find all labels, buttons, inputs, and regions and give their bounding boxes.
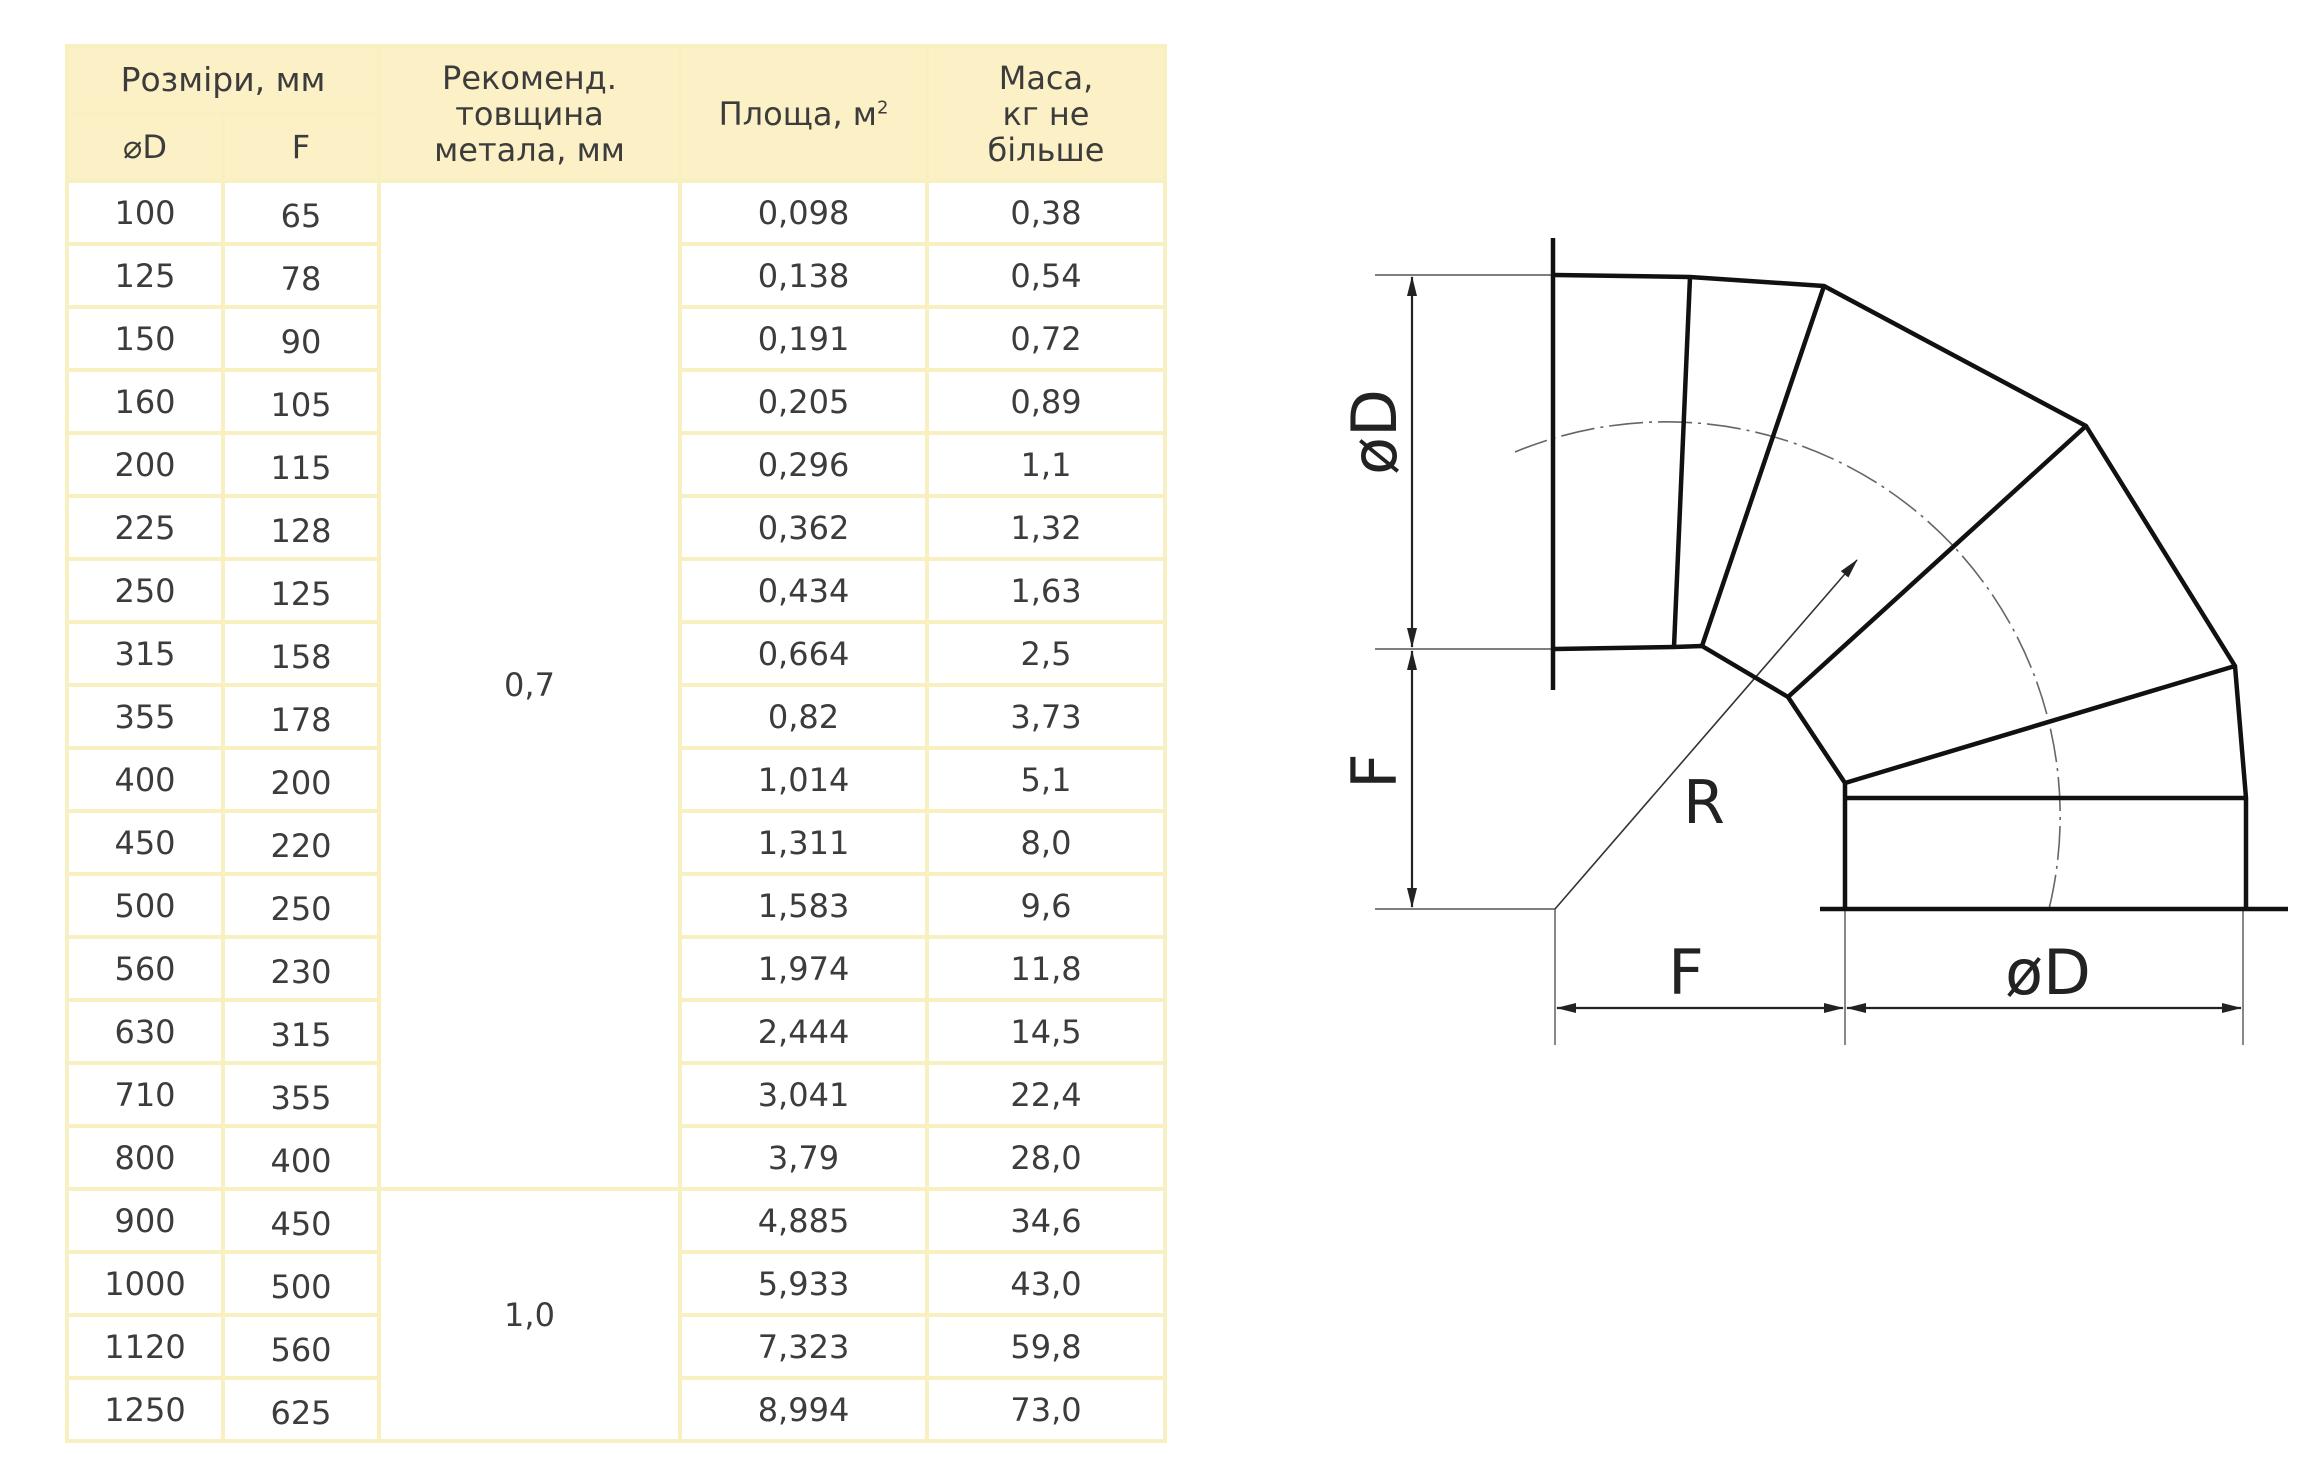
cell-mass: 73,0 bbox=[927, 1378, 1165, 1441]
cell-f: 128 bbox=[223, 496, 379, 559]
header-sizes: Розміри, мм bbox=[67, 46, 379, 113]
cell-diameter: 710 bbox=[67, 1063, 223, 1126]
cell-f: 125 bbox=[223, 559, 379, 622]
cell-area: 0,664 bbox=[680, 622, 927, 685]
cell-f: 500 bbox=[223, 1252, 379, 1315]
cell-area: 5,933 bbox=[680, 1252, 927, 1315]
cell-f: 178 bbox=[223, 685, 379, 748]
cell-area: 2,444 bbox=[680, 1000, 927, 1063]
cell-f: 560 bbox=[223, 1315, 379, 1378]
label-r: R bbox=[1683, 768, 1725, 838]
cell-diameter: 1250 bbox=[67, 1378, 223, 1441]
elbow-drawing bbox=[1300, 200, 2300, 1080]
dimensions-table bbox=[65, 44, 1167, 1443]
table-body bbox=[67, 181, 1165, 1441]
cell-area: 4,885 bbox=[680, 1189, 927, 1252]
cell-f: 250 bbox=[223, 874, 379, 937]
cell-mass: 1,63 bbox=[927, 559, 1165, 622]
cell-mass: 22,4 bbox=[927, 1063, 1165, 1126]
cell-mass: 0,72 bbox=[927, 307, 1165, 370]
cell-area: 3,041 bbox=[680, 1063, 927, 1126]
cell-area: 0,138 bbox=[680, 244, 927, 307]
cell-f: 65 bbox=[223, 181, 379, 244]
cell-diameter: 1120 bbox=[67, 1315, 223, 1378]
cell-diameter: 1000 bbox=[67, 1252, 223, 1315]
cell-f: 90 bbox=[223, 307, 379, 370]
header-area-sup: 2 bbox=[876, 96, 889, 118]
cell-f: 115 bbox=[223, 433, 379, 496]
header-area-text: Площа, м bbox=[718, 94, 877, 133]
cell-area: 0,098 bbox=[680, 181, 927, 244]
table-row bbox=[67, 1189, 1165, 1252]
label-f-vertical: F bbox=[1338, 753, 1411, 789]
cell-mass: 0,38 bbox=[927, 181, 1165, 244]
cell-f: 355 bbox=[223, 1063, 379, 1126]
cell-area: 1,014 bbox=[680, 748, 927, 811]
cell-area: 1,311 bbox=[680, 811, 927, 874]
header-diameter: ⌀D bbox=[67, 113, 223, 181]
cell-mass: 8,0 bbox=[927, 811, 1165, 874]
cell-diameter: 900 bbox=[67, 1189, 223, 1252]
cell-diameter: 630 bbox=[67, 1000, 223, 1063]
header-f: F bbox=[223, 113, 379, 181]
cell-mass: 5,1 bbox=[927, 748, 1165, 811]
cell-area: 0,296 bbox=[680, 433, 927, 496]
cell-f: 625 bbox=[223, 1378, 379, 1441]
cell-area: 0,82 bbox=[680, 685, 927, 748]
extension-lines bbox=[1375, 275, 2243, 1045]
cell-f: 220 bbox=[223, 811, 379, 874]
cell-mass: 28,0 bbox=[927, 1126, 1165, 1189]
cell-mass: 11,8 bbox=[927, 937, 1165, 1000]
cell-thickness: 0,7 bbox=[379, 181, 680, 1189]
header-mass: Маса, кг не більше bbox=[927, 46, 1165, 181]
cell-area: 1,974 bbox=[680, 937, 927, 1000]
cell-diameter: 450 bbox=[67, 811, 223, 874]
cell-f: 230 bbox=[223, 937, 379, 1000]
cell-diameter: 250 bbox=[67, 559, 223, 622]
cell-area: 0,362 bbox=[680, 496, 927, 559]
label-d-horizontal: øD bbox=[2005, 936, 2091, 1009]
centerline-arc bbox=[1515, 422, 2060, 909]
cell-diameter: 400 bbox=[67, 748, 223, 811]
cell-mass: 0,89 bbox=[927, 370, 1165, 433]
cell-mass: 9,6 bbox=[927, 874, 1165, 937]
cell-diameter: 355 bbox=[67, 685, 223, 748]
header-thickness: Рекоменд. товщина метала, мм bbox=[379, 46, 680, 181]
cell-area: 0,434 bbox=[680, 559, 927, 622]
cell-diameter: 225 bbox=[67, 496, 223, 559]
cell-diameter: 560 bbox=[67, 937, 223, 1000]
cell-diameter: 200 bbox=[67, 433, 223, 496]
cell-area: 7,323 bbox=[680, 1315, 927, 1378]
cell-diameter: 100 bbox=[67, 181, 223, 244]
cell-mass: 2,5 bbox=[927, 622, 1165, 685]
table-row bbox=[67, 181, 1165, 244]
header-area bbox=[680, 46, 927, 181]
cell-mass: 34,6 bbox=[927, 1189, 1165, 1252]
cell-diameter: 125 bbox=[67, 244, 223, 307]
label-d-vertical: øD bbox=[1338, 389, 1411, 475]
cell-f: 105 bbox=[223, 370, 379, 433]
cell-mass: 14,5 bbox=[927, 1000, 1165, 1063]
cell-diameter: 150 bbox=[67, 307, 223, 370]
cell-diameter: 500 bbox=[67, 874, 223, 937]
cell-f: 200 bbox=[223, 748, 379, 811]
cell-diameter: 315 bbox=[67, 622, 223, 685]
cell-area: 8,994 bbox=[680, 1378, 927, 1441]
cell-mass: 0,54 bbox=[927, 244, 1165, 307]
cell-mass: 1,1 bbox=[927, 433, 1165, 496]
cell-area: 0,191 bbox=[680, 307, 927, 370]
cell-f: 400 bbox=[223, 1126, 379, 1189]
cell-area: 1,583 bbox=[680, 874, 927, 937]
cell-mass: 3,73 bbox=[927, 685, 1165, 748]
cell-mass: 43,0 bbox=[927, 1252, 1165, 1315]
cell-mass: 1,32 bbox=[927, 496, 1165, 559]
cell-thickness: 1,0 bbox=[379, 1189, 680, 1441]
cell-f: 315 bbox=[223, 1000, 379, 1063]
cell-area: 3,79 bbox=[680, 1126, 927, 1189]
cell-f: 450 bbox=[223, 1189, 379, 1252]
cell-diameter: 800 bbox=[67, 1126, 223, 1189]
cell-mass: 59,8 bbox=[927, 1315, 1165, 1378]
elbow-outline bbox=[1553, 238, 2288, 909]
cell-area: 0,205 bbox=[680, 370, 927, 433]
cell-f: 158 bbox=[223, 622, 379, 685]
cell-diameter: 160 bbox=[67, 370, 223, 433]
label-f-horizontal: F bbox=[1668, 936, 1704, 1009]
cell-f: 78 bbox=[223, 244, 379, 307]
